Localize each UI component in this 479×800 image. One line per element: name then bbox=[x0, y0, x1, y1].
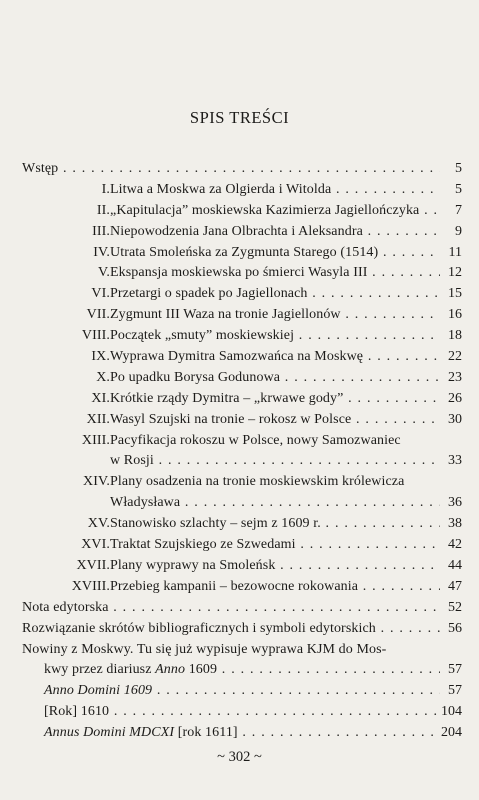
toc-entry-text: Początek „smuty” moskiewskiej bbox=[110, 328, 295, 344]
toc-entry-text-italic: Anno bbox=[155, 662, 186, 678]
toc-entry-number: IX. bbox=[91, 349, 110, 365]
toc-entry-text: Utrata Smoleńska za Zygmunta Starego (1514) bbox=[110, 244, 379, 260]
toc-entry bbox=[22, 681, 462, 702]
toc-entry bbox=[22, 180, 462, 201]
toc-entry bbox=[22, 222, 462, 243]
toc-entry-page: 9 bbox=[455, 223, 462, 239]
toc-entry bbox=[22, 535, 462, 556]
toc-entry bbox=[22, 619, 462, 640]
toc-entry-page: 7 bbox=[455, 202, 462, 218]
toc-entry bbox=[22, 702, 462, 723]
toc-entry-text: „Kapitulacja” moskiewska Kazimierza Jagiellończyka bbox=[110, 202, 420, 218]
toc-entry-page: 23 bbox=[448, 369, 462, 385]
toc-entry bbox=[22, 514, 462, 535]
toc-entry-number: XV. bbox=[87, 516, 110, 532]
toc-entry bbox=[22, 326, 462, 347]
toc-entry-text: Nota edytorska bbox=[22, 599, 109, 615]
toc-entry bbox=[22, 598, 462, 619]
toc-entry-number: V. bbox=[97, 265, 110, 281]
toc-entry-page: 57 bbox=[448, 662, 462, 678]
toc-entry-text: Przetargi o spadek po Jagiellonach bbox=[110, 286, 308, 302]
toc-entry bbox=[22, 431, 462, 473]
toc-entry-text: Plany wyprawy na Smoleńsk bbox=[110, 557, 276, 573]
toc-entry-page: 15 bbox=[448, 286, 462, 302]
toc-entry-text-continued: w Rosji bbox=[110, 453, 154, 469]
toc-entry-text: Krótkie rządy Dymitra – „krwawe gody” bbox=[110, 390, 344, 406]
toc-entry-page: 204 bbox=[441, 725, 462, 741]
toc-entry-number: VI. bbox=[91, 286, 110, 302]
toc-entry-page: 18 bbox=[448, 328, 462, 344]
toc-entry bbox=[22, 368, 462, 389]
toc-entry-page: 22 bbox=[448, 349, 462, 365]
toc-entry-page: 44 bbox=[448, 557, 462, 573]
toc-entry bbox=[22, 472, 462, 514]
toc-entry-number: XI. bbox=[91, 390, 110, 406]
toc-entry-page: 38 bbox=[448, 516, 462, 532]
toc-entry-number: XVII. bbox=[76, 557, 110, 573]
toc-entry-number: XVIII. bbox=[71, 578, 110, 594]
toc-entry bbox=[22, 305, 462, 326]
toc-entry-number: XVI. bbox=[81, 537, 110, 553]
toc-entry bbox=[22, 243, 462, 264]
toc-entry bbox=[22, 556, 462, 577]
toc-entry-text: Wstęp bbox=[22, 161, 59, 176]
toc-entry-page: 56 bbox=[448, 620, 462, 636]
toc-entry-number: IV. bbox=[93, 244, 110, 260]
toc-entry-page: 52 bbox=[448, 599, 462, 615]
toc-entry bbox=[22, 577, 462, 598]
toc-entry-text: Anno Domini 1609 bbox=[44, 683, 153, 699]
toc-entry bbox=[22, 723, 462, 744]
toc-entry-text: Po upadku Borysa Godunowa bbox=[110, 369, 281, 385]
toc-entry-number: VIII. bbox=[81, 328, 110, 344]
toc-entry bbox=[22, 201, 462, 222]
toc-entry-page: 5 bbox=[455, 181, 462, 197]
toc-entry bbox=[22, 159, 462, 180]
toc-entry-text: Litwa a Moskwa za Olgierda i Witolda bbox=[110, 181, 332, 197]
toc-entry-page: 12 bbox=[448, 265, 462, 281]
toc-entry-text: Niepowodzenia Jana Olbrachta i Aleksandra bbox=[110, 223, 363, 239]
toc-entry-text: Wyprawa Dymitra Samozwańca na Moskwę bbox=[110, 349, 364, 365]
toc-entry bbox=[22, 640, 462, 682]
toc-entry-text: [rok 1611] bbox=[174, 725, 238, 741]
toc-entry-page: 11 bbox=[448, 244, 462, 260]
toc-entry-text: Nowiny z Moskwy. Tu się już wypisuje wyprawa KJM do Mos- bbox=[22, 641, 387, 657]
toc-entry-page: 47 bbox=[448, 578, 462, 594]
toc-entry-page: 33 bbox=[448, 453, 462, 469]
toc-entry-page: 30 bbox=[448, 411, 462, 427]
toc-entry bbox=[22, 263, 462, 284]
toc-entry-number: X. bbox=[96, 369, 110, 385]
toc-entry-number: II. bbox=[96, 202, 110, 218]
toc-entry-text: Zygmunt III Waza na tronie Jagiellonów bbox=[110, 307, 341, 323]
toc-entry bbox=[22, 284, 462, 305]
toc-entry-number: XII. bbox=[86, 411, 110, 427]
page-number: ~ 302 ~ bbox=[217, 749, 262, 765]
toc-entry-number: VII. bbox=[86, 307, 110, 323]
toc-entry-page: 36 bbox=[448, 495, 462, 511]
toc-entry-text-italic: Annus Domini MDCXI bbox=[44, 725, 175, 741]
toc-entry-page: 104 bbox=[441, 704, 462, 720]
toc-entry-number: XIII. bbox=[81, 432, 110, 448]
toc-entry-text: Stanowisko szlachty – sejm z 1609 r. bbox=[110, 516, 321, 532]
toc-entry-page: 26 bbox=[448, 390, 462, 406]
toc-entry bbox=[22, 389, 462, 410]
toc-entry-number: I. bbox=[101, 181, 110, 197]
toc-entry-text: Traktat Szujskiego ze Szwedami bbox=[110, 537, 296, 553]
toc-entry-text: [Rok] 1610 bbox=[44, 704, 110, 720]
toc-entry-page: 5 bbox=[455, 161, 462, 176]
table-of-contents bbox=[22, 159, 462, 744]
toc-entry-text-continued: Władysława bbox=[110, 495, 181, 511]
toc-entry-page: 42 bbox=[448, 537, 462, 553]
toc-entry-text: Wasyl Szujski na tronie – rokosz w Polsce bbox=[110, 411, 352, 427]
toc-entry-text: Przebieg kampanii – bezowocne rokowania bbox=[110, 578, 359, 594]
page-title: SPIS TREŚCI bbox=[189, 108, 290, 127]
toc-entry-page: 57 bbox=[448, 683, 462, 699]
bleed-through-text bbox=[232, 36, 468, 176]
toc-entry-text: Pacyfikacja rokoszu w Polsce, nowy Samozwaniec bbox=[110, 432, 401, 448]
toc-entry-page: 16 bbox=[448, 307, 462, 323]
toc-entry-text: Rozwiązanie skrótów bibliograficznych i symboli edytorskich bbox=[22, 620, 376, 636]
toc-entry bbox=[22, 410, 462, 431]
toc-entry-number: XIV. bbox=[83, 474, 110, 490]
toc-entry-text-continued: kwy przez diariusz bbox=[44, 662, 156, 678]
toc-entry-number: III. bbox=[92, 223, 110, 239]
toc-entry-text-year: 1609 bbox=[185, 662, 218, 678]
toc-entry-text: Ekspansja moskiewska po śmierci Wasyla III bbox=[110, 265, 368, 281]
toc-entry-text: Plany osadzenia na tronie moskiewskim królewicza bbox=[110, 474, 405, 490]
toc-entry bbox=[22, 347, 462, 368]
